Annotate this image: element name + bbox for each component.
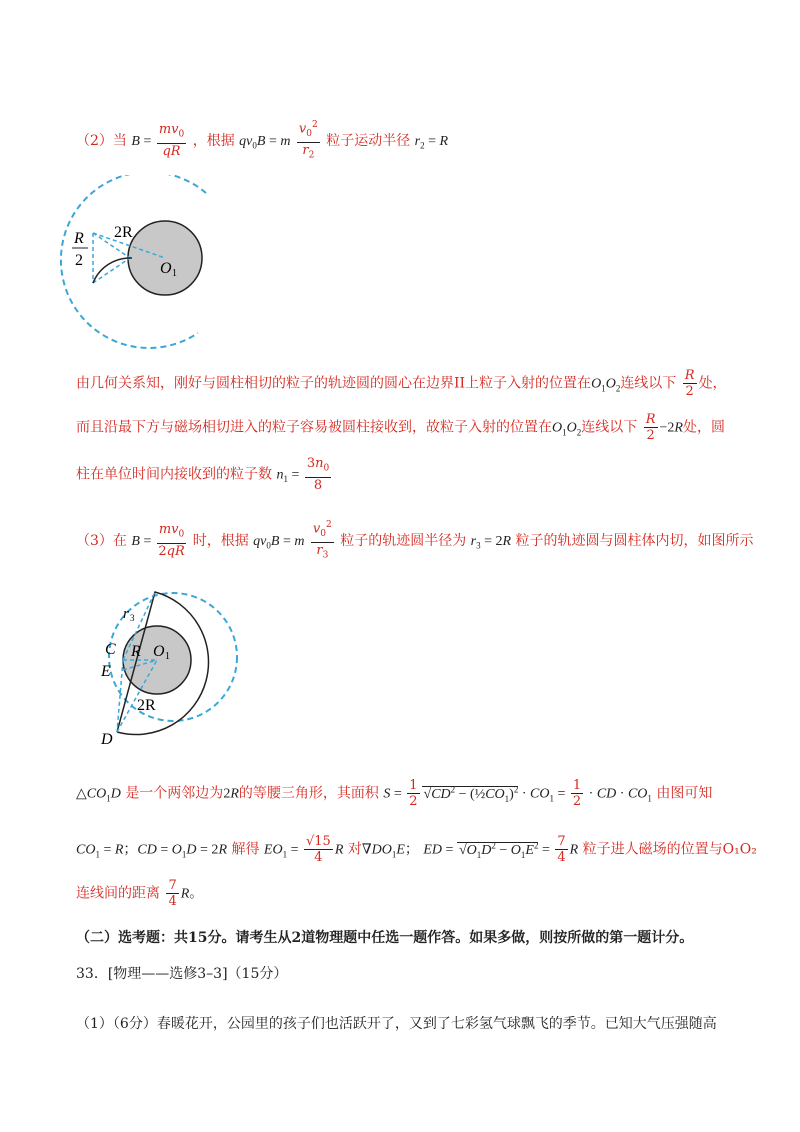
fig1-label-2r: 2R	[114, 224, 133, 241]
fig1-label-half-num: R	[74, 230, 84, 247]
fig2-label-d: D	[101, 731, 113, 747]
fig2-label-o1-sub: 1	[165, 651, 170, 662]
fig1-label-half-den: 2	[75, 252, 83, 269]
question-33-part1: （1）（6分）春暖花开，公园里的孩子们也活跃开了，又到了七彩氢气球飘飞的季节。已知大气压强随高	[76, 1016, 717, 1032]
fig2-label-o1: O	[153, 643, 165, 660]
fig1-label-o1-sub: 1	[172, 268, 177, 279]
fig1-label-o1: O	[160, 260, 172, 277]
part2-line: （2）当 B = $\frac{mv_0}{qR}$ ，根据 $qv_0B = m$ $\frac{v_0^2}{r_2}$ 粒子运动半径 $r_2 = R$	[76, 120, 449, 161]
para2-line2: 而且沿最下方与磁场相切进入的粒子容易被圆柱接收到，故粒子入射的位置在$O_1O_2$连线以下 $\frac{R}{2}$ −2R处，圆	[76, 412, 725, 443]
fig2-label-c: C	[105, 641, 116, 658]
figure-1-trajectory-diagram	[60, 175, 240, 350]
question-33-title: 33．[物理——选修3–3]（15分）	[76, 966, 288, 982]
figure-2-trajectory-diagram	[95, 572, 250, 747]
fig2-label-e: E	[101, 663, 111, 680]
section2-heading: （二）选考题：共15分。请考生从2道物理题中任选一题作答。如果多做，则按所做的第一题计分。	[76, 930, 694, 946]
para3-line3: 连线间的距离 $\frac{7}{4}$ R。	[76, 878, 204, 909]
fig2-label-r3-sub: 3	[130, 613, 135, 623]
fig2-label-r: R	[131, 643, 141, 660]
fig2-label-2r: 2R	[137, 697, 156, 714]
fig2-label-r3: r	[123, 606, 129, 622]
para2-line1: 由几何关系知，刚好与圆柱相切的粒子的轨迹圆的圆心在边界II上粒子入射的位置在$O_1O_2$连线以下 $\frac{R}{2}$ 处，	[76, 368, 727, 399]
part3-line: （3）在 B = $\frac{mv_0}{2qR}$ 时，根据 $qv_0B = m$ $\frac{v_0^2}{r_3}$ 粒子的轨迹圆半径为 $r_3 = 2R$ 粒子的轨迹圆与圆柱体内切，如图所示	[76, 520, 754, 561]
para3-line2: $CO_1 = R$；CD = $O_1D = 2R$ 解得 $EO_1$ = $\frac{√15}{4}$ R 对$\nabla DO_1E$； ED = $√O_1D^2 - O_1E^2$ = $\frac{7}{4}$ R 粒子进人磁场的位置与O₁O₂	[76, 834, 757, 865]
para2-line3: 柱在单位时间内接收到的粒子数 $n_1$ = $\frac{3n_0}{8}$	[76, 456, 330, 493]
para3-line1: $\triangle CO_1D$ 是一个两邻边为2R的等腰三角形，其面积 S = $\frac{1}{2}$ $√CD^2$ − $(\frac{1}{2}CO_1)^2 \cdot CO_1$ = $\frac{1}{2}$ · CD · $CO_1$ 由图可知	[76, 778, 713, 809]
